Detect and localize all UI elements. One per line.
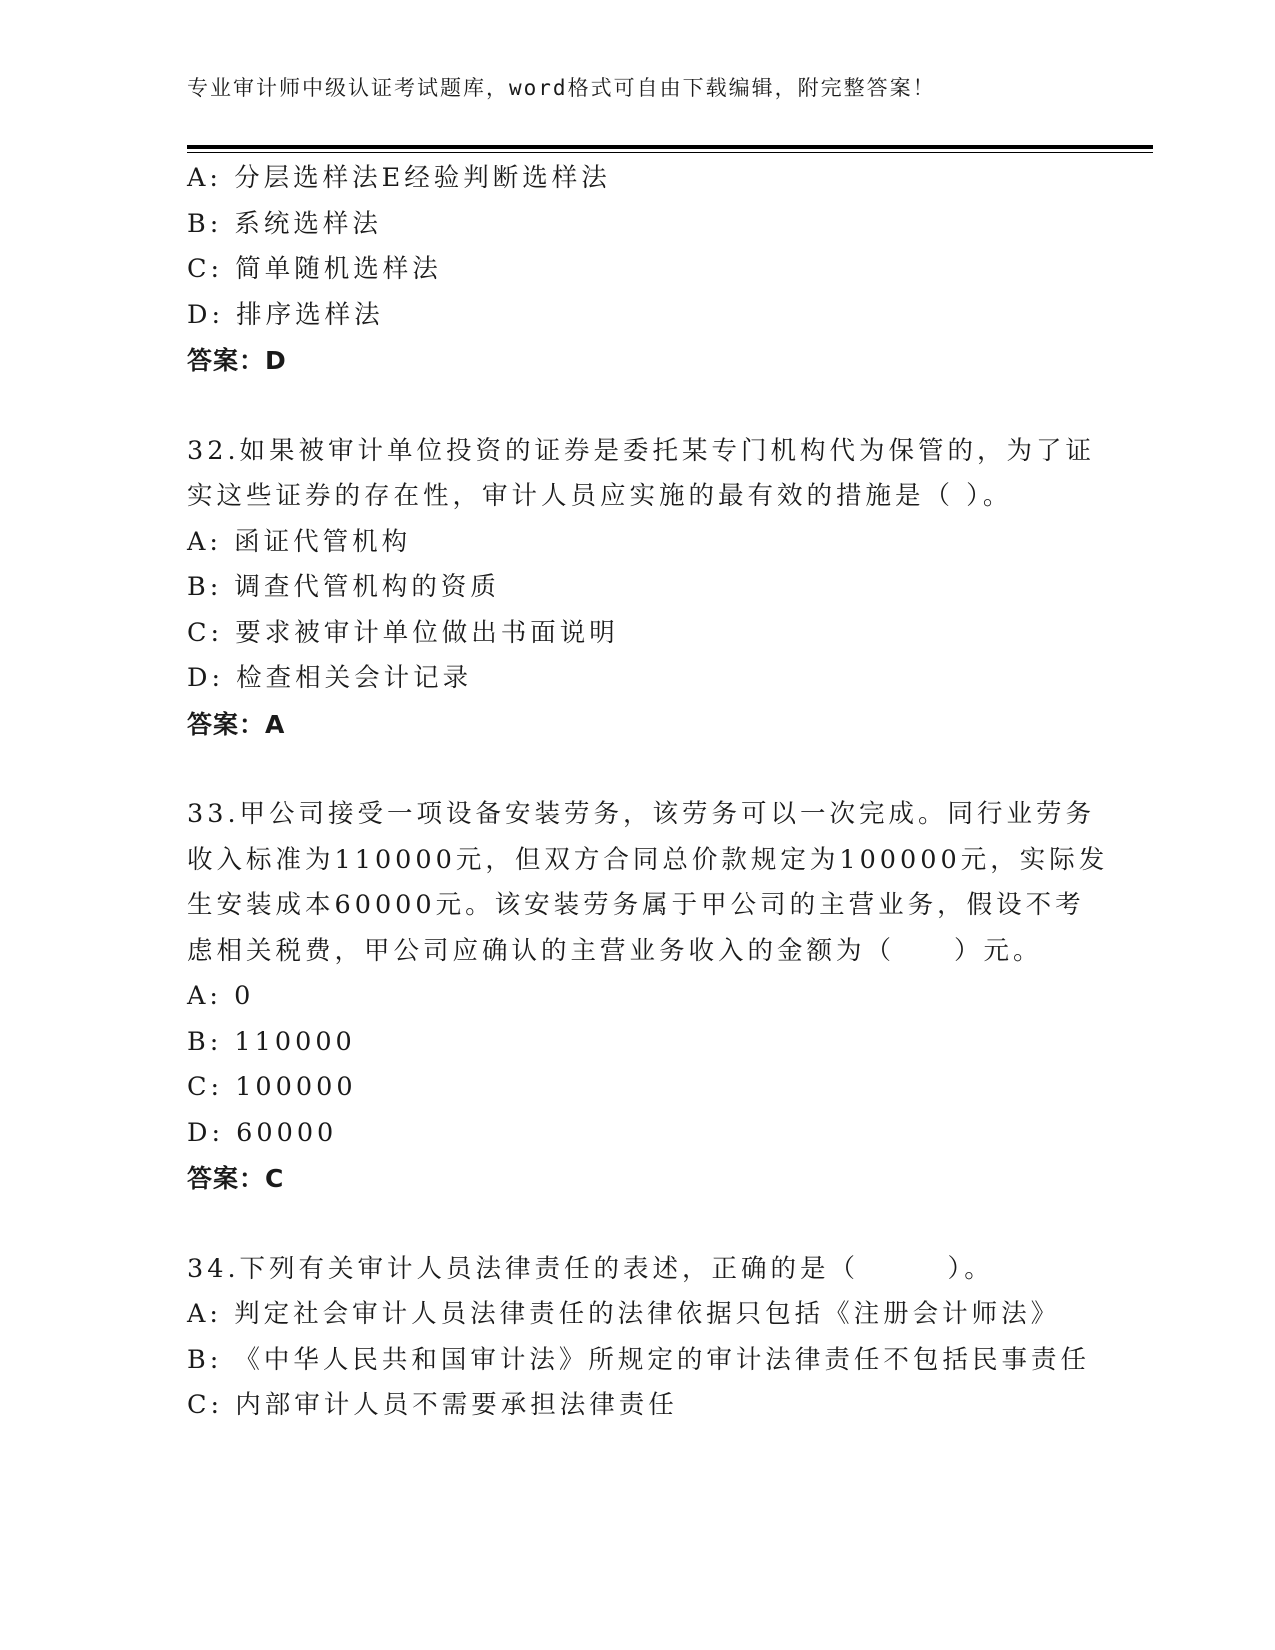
q34-option-b: B: 《中华人民共和国审计法》所规定的审计法律责任不包括民事责任 [187,1344,1090,1375]
q33-stem-line-3: 生安装成本60000元。该安装劳务属于甲公司的主营业务，假设不考 [187,890,1085,920]
question-content [187,156,1109,1429]
q32-option-c: C: 要求被审计单位做出书面说明 [187,617,619,648]
q33-stem-line-1: 33.甲公司接受一项设备安装劳务，该劳务可以一次完成。同行业劳务 [187,799,1096,829]
q31-answer: 答案：D [187,346,287,375]
spacer [187,1202,1087,1247]
q32-answer: 答案：A [187,709,286,739]
q32-option-a: A: 函证代管机构 [187,526,412,557]
q32-stem-line-2: 实这些证券的存在性，审计人员应实施的最有效的措施是（ ）。 [187,481,1013,511]
header-rule-thick [187,145,1153,149]
q33-option-c: C: 100000 [187,1072,357,1102]
q34-option-a: A: 判定社会审计人员法律责任的法律依据只包括《注册会计师法》 [187,1299,1061,1329]
q32-option-b: B: 调查代管机构的资质 [187,572,500,602]
q33-option-b: B: 110000 [187,1026,356,1057]
q31-option-b: B: 系统选样法 [187,208,382,239]
q31-option-d: D: 排序选样法 [187,299,384,330]
page-header: 专业审计师中级认证考试题库，word格式可自由下载编辑，附完整答案！ [187,76,936,100]
q31-option-a: A: 分层选样法E经验判断选样法 [187,163,611,193]
spacer [187,384,1087,429]
q33-option-d: D: 60000 [187,1117,338,1148]
q34-stem-line-1: 34.下列有关审计人员法律责任的表述，正确的是（ ）。 [187,1253,994,1284]
q33-option-a: A: 0 [187,981,255,1011]
q32-option-d: D: 检查相关会计记录 [187,663,473,693]
header-rule-thin [187,152,1153,153]
q33-stem-line-4: 虑相关税费，甲公司应确认的主营业务收入的金额为（ ）元。 [187,935,1043,966]
q33-stem-line-2: 收入标准为110000元，但双方合同总价款规定为100000元，实际发 [187,844,1109,875]
q32-stem-line-1: 32.如果被审计单位投资的证券是委托某专门机构代为保管的，为了证 [187,435,1096,466]
q33-answer: 答案：C [187,1164,285,1193]
q34-option-c: C: 内部审计人员不需要承担法律责任 [187,1390,678,1420]
spacer [187,747,1087,792]
q31-option-c: C: 简单随机选样法 [187,254,442,284]
